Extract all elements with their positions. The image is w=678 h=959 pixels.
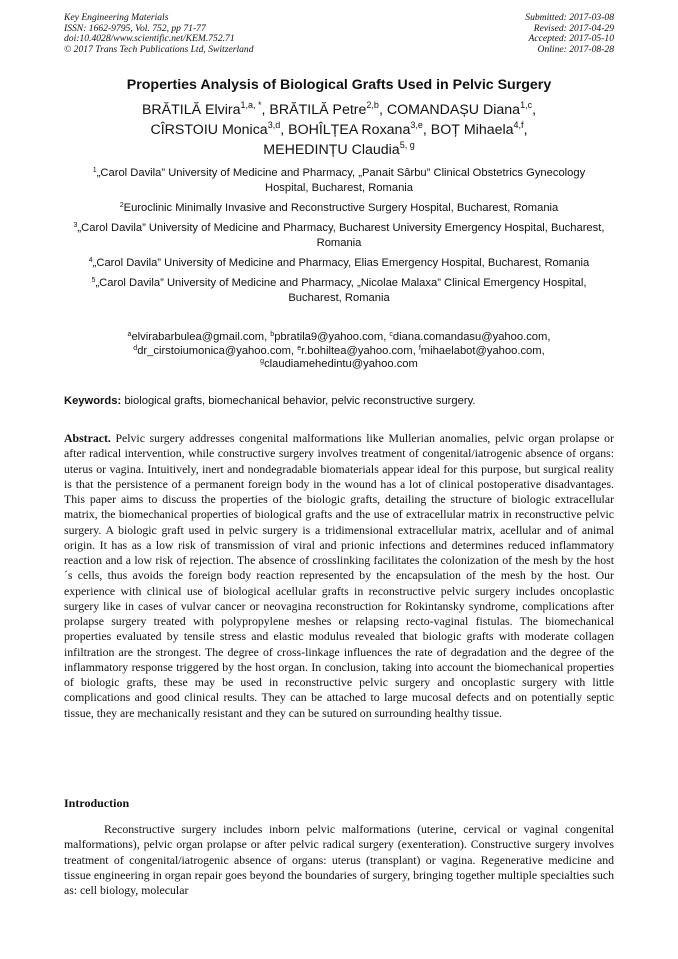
date-accepted: Accepted: 2017-05-10: [528, 33, 614, 45]
journal-doi: doi:10.4028/www.scientific.net/KEM.752.71: [64, 33, 235, 45]
email-sup: c: [389, 331, 393, 338]
journal-issn: ISSN: 1662-9795, Vol. 752, pp 71-77: [64, 22, 206, 34]
email-address[interactable]: r.bohiltea@yahoo.com: [301, 344, 413, 357]
author-name: BOHÎLȚEA Roxana: [288, 122, 411, 138]
email-address[interactable]: elvirabarbulea@gmail.com: [131, 331, 265, 343]
email-address[interactable]: claudiamehedintu@yahoo.com: [264, 358, 418, 371]
author-sup: 3,e: [410, 120, 423, 130]
journal-copyright: © 2017 Trans Tech Publications Ltd, Switzerland: [64, 43, 254, 55]
author-name: BRĂTILĂ Petre: [269, 102, 367, 118]
author-sup: 1,c: [520, 100, 533, 110]
paper-title: Properties Analysis of Biological Grafts Used in Pelvic Surgery: [126, 77, 552, 93]
email-sup: d: [133, 344, 138, 352]
author-name: MEHEDINȚU Claudia: [263, 142, 400, 158]
abstract: [64, 431, 614, 721]
email-sup: a: [127, 331, 132, 338]
affiliation-text: „Carol Davila” University of Medicine and Pharmacy, Bucharest University Emergency Hospital, Bucharest, Romania: [77, 222, 605, 249]
affiliation-text: Euroclinic Minimally Invasive and Reconstructive Surgery Hospital, Bucharest, Romania: [123, 202, 559, 214]
affiliation: [70, 166, 608, 196]
date-revised: Revised: 2017-04-29: [533, 22, 614, 34]
author-name: CÎRSTOIU Monica: [150, 122, 268, 138]
affiliation: [70, 276, 608, 306]
email-sup: b: [270, 331, 275, 338]
affiliation-number: 3: [73, 222, 78, 229]
author-sup: 1,a, *: [240, 100, 262, 110]
introduction-paragraph: Reconstructive surgery includes inborn pelvic malformations (uterine, cervical or vaginal congenital malformations), pelvic organ prolapse or after pelvic radical surgery (exenteration). Constructive surgery involves treatment of congenital/iatrogenic absence of organs: uterus (transplant) or vagina. Regenerative medicine and tissue engineering in organ repair goes beyond the boundaries of surgery, bringing together multiple specialties such as: cell biology, molecular: [64, 822, 614, 897]
email-address[interactable]: diana.comandasu@yahoo.com: [392, 331, 548, 343]
author-name: BRĂTILĂ Elvira: [141, 102, 241, 118]
journal-info: [64, 13, 254, 55]
author-sup: 3,d: [267, 120, 281, 130]
author-name: BOȚ Mihaela: [430, 122, 514, 138]
email-address[interactable]: dr_cirstoiumonica@yahoo.com: [137, 344, 291, 357]
affiliation-number: 4: [88, 257, 93, 264]
email-list: $^a$elvirabarbulea@gmail.com, $^b$pbratila9@yahoo.com, $^c$diana.comandasu@yahoo.com, $^d$dr_cirstoiumonica@yahoo.com, $^e$r.bohiltea@yahoo.com, $^f$mihaelabot@yahoo.com, $^g$claudiamehedintu@yahoo.com: [127, 331, 551, 371]
email-sup: e: [297, 344, 302, 352]
email-sup: g: [260, 358, 265, 366]
affiliation: [70, 201, 608, 216]
author-list: BRĂTILĂ Elvira$^{1,a, *}$, BRĂTILĂ Petre$^{2,b}$, COMANDAȘU Diana$^{1,c}$, CÎRSTOIU Monica$^{3,d}$, BOHÎLȚEA Roxana$^{3,e}$, BOȚ Mihaela$^{4,f}$, MEHEDINȚU Claudia$^{5, g}$: [141, 100, 537, 158]
affiliation-number: 1: [92, 167, 97, 174]
author-sup: 2,b: [366, 100, 379, 110]
date-online: Online: 2017-08-28: [537, 43, 614, 55]
keywords-text: biological grafts, biomechanical behavior, pelvic reconstructive surgery.: [124, 395, 476, 407]
affiliation-list: [70, 166, 608, 311]
journal-name: Key Engineering Materials: [64, 12, 169, 23]
affiliation-text: „Carol Davila” University of Medicine and Pharmacy, Elias Emergency Hospital, Bucharest, Romania: [92, 257, 590, 269]
abstract-text: Pelvic surgery addresses congenital malformations like Mullerian anomalies, pelvic organ prolapse or after radical intervention, while constructive surgery involves treatment of congenital/iatrogenic absence of organs: uterus or vagina. Intuitively, inert and nondegradable biomaterials appear ideal for this purpose, but surgical reality is that the persistence of a permanent foreign body in the wound has a lot of clinical postoperative disadvantages. This paper aims to discuss the properties of the biologic grafts, detailing the structure of biologic extracellular matrix, the biomechanical properties of biological grafts and the use of extracellular matrix in reconstructive pelvic surgery. A biologic graft used in pelvic surgery is a tridimensional extracellular matrix, acellular and of animal origin. It has as a low risk of transmission of viral and prionic infections and determines reduced inflammatory reaction and a low risk of rejection. The absence of crosslinking facilitates the colonization of the mesh by the host´s cells, thus avoids the foreign body reaction represented by the encapsulation of the mesh by the host. Our experience with clinical use of biological acellular grafts in reconstructive pelvic surgery includes oncoplastic surgery like in cases of vulvar cancer or neovagina reconstruction for Rokintansky syndrome, complications after prolapse surgery treated with polypropylene meshes or relapsing recto-vaginal fistulas. The biomechanical properties evaluated by tensile stress and elastic modulus revealed that biologic grafts with moderate collagen infiltration are the strongest. The degree of cross-linkage influences the rate of degradation and the degree of the inflammatory response triggered by the host organ. In conclusion, taking into account the biomechanical properties of biologic grafts, these may be used in reconstructive pelvic surgery and oncoplastic surgery with little complications and good clinical results. They can be attached to large mucosal defects and on potentially septic tissue, they are mechanically resistant and they can be sutured on surrounding healthy tissue.: [64, 431, 614, 720]
keywords-label: Keywords:: [64, 395, 122, 407]
author-sup: 4,f: [513, 120, 524, 130]
email-address[interactable]: mihaelabot@yahoo.com: [420, 344, 542, 357]
keywords: [64, 395, 614, 407]
affiliation-number: 5: [91, 277, 96, 284]
email-sup: f: [418, 344, 421, 352]
affiliation: [70, 221, 608, 251]
section-heading-introduction: Introduction: [64, 796, 130, 810]
abstract-label: Abstract.: [64, 431, 111, 445]
affiliation-number: 2: [119, 202, 124, 209]
affiliation: [70, 256, 608, 271]
date-submitted: Submitted: 2017-03-08: [525, 12, 614, 23]
author-name: COMANDAȘU Diana: [386, 102, 521, 118]
author-sup: 5, g: [399, 140, 415, 150]
publication-dates: [525, 13, 614, 55]
affiliation-text: „Carol Davila” University of Medicine and Pharmacy, „Panait Sârbu” Clinical Obstetrics Gynecology Hospital, Bucharest, Romania: [96, 167, 586, 194]
email-address[interactable]: pbratila9@yahoo.com: [274, 331, 384, 343]
affiliation-text: „Carol Davila” University of Medicine and Pharmacy, „Nicolae Malaxa” Clinical Emergency Hospital, Bucharest, Romania: [95, 277, 587, 304]
